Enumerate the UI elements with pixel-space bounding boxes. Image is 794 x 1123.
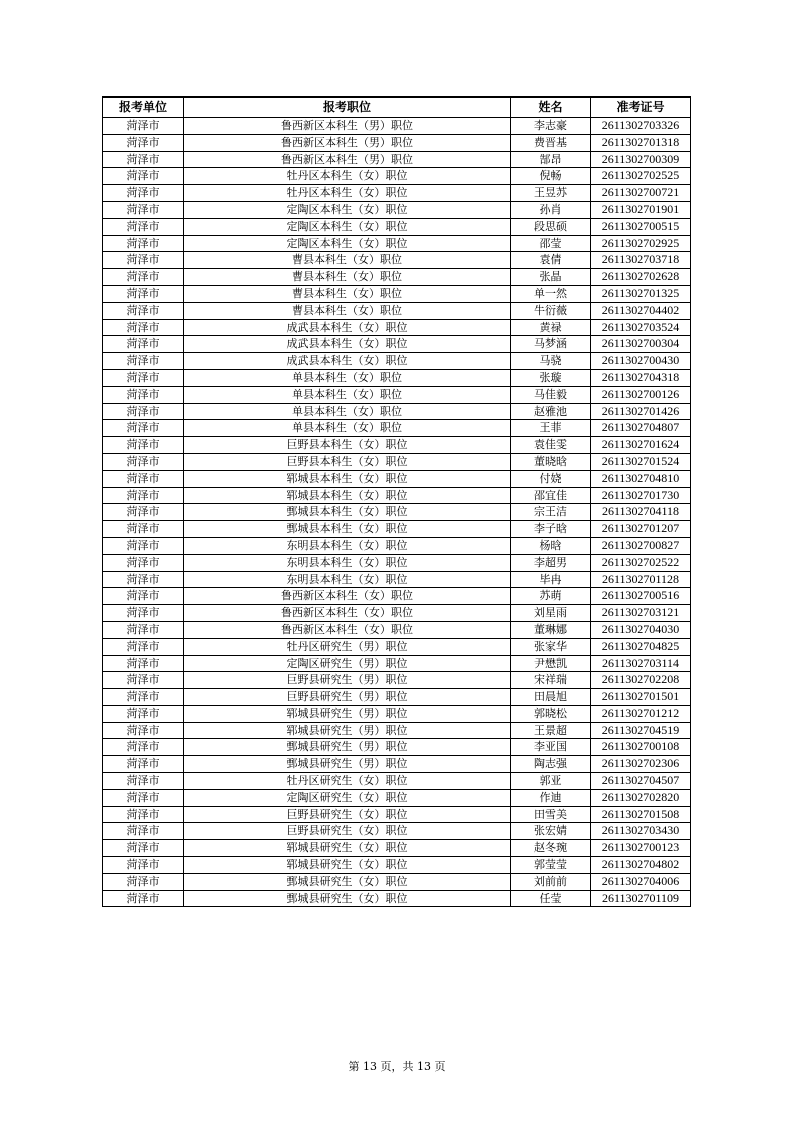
cell-position: 鄄城县本科生（女）职位 [184,504,511,521]
cell-exam-id: 2611302702208 [591,672,691,689]
cell-name: 宗王洁 [511,504,591,521]
cell-exam-id: 2611302700304 [591,336,691,353]
cell-unit: 菏泽市 [103,453,184,470]
table-row [103,185,691,202]
cell-name: 杨晗 [511,537,591,554]
cell-position: 曹县本科生（女）职位 [184,252,511,269]
table-row [103,319,691,336]
cell-exam-id: 2611302700126 [591,386,691,403]
cell-position: 成武县本科生（女）职位 [184,319,511,336]
cell-position: 牡丹区本科生（女）职位 [184,185,511,202]
cell-position: 鄄城县研究生（女）职位 [184,890,511,907]
table-row [103,537,691,554]
cell-unit: 菏泽市 [103,638,184,655]
table-row [103,789,691,806]
cell-unit: 菏泽市 [103,588,184,605]
cell-name: 袁倩 [511,252,591,269]
cell-unit: 菏泽市 [103,890,184,907]
cell-unit: 菏泽市 [103,285,184,302]
cell-name: 任莹 [511,890,591,907]
cell-name: 单一然 [511,285,591,302]
cell-name: 邵莹 [511,235,591,252]
cell-name: 马佳毅 [511,386,591,403]
cell-position: 巨野县研究生（女）职位 [184,806,511,823]
table-row [103,470,691,487]
cell-position: 鄄城县研究生（女）职位 [184,873,511,890]
cell-exam-id: 2611302701318 [591,134,691,151]
table-row [103,840,691,857]
cell-unit: 菏泽市 [103,789,184,806]
cell-exam-id: 2611302700827 [591,537,691,554]
cell-unit: 菏泽市 [103,655,184,672]
cell-exam-id: 2611302700515 [591,218,691,235]
cell-unit: 菏泽市 [103,134,184,151]
cell-position: 鲁西新区本科生（男）职位 [184,118,511,135]
table-row [103,252,691,269]
table-row [103,588,691,605]
cell-exam-id: 2611302702925 [591,235,691,252]
cell-exam-id: 2611302701128 [591,571,691,588]
cell-position: 鲁西新区本科生（男）职位 [184,134,511,151]
cell-name: 田雪美 [511,806,591,823]
cell-exam-id: 2611302704507 [591,773,691,790]
cell-name: 张璇 [511,369,591,386]
table-row [103,353,691,370]
cell-unit: 菏泽市 [103,420,184,437]
cell-position: 定陶区本科生（女）职位 [184,218,511,235]
cell-position: 单县本科生（女）职位 [184,403,511,420]
cell-name: 陶志强 [511,756,591,773]
cell-exam-id: 2611302701624 [591,437,691,454]
table-row [103,739,691,756]
cell-name: 费晋基 [511,134,591,151]
cell-position: 东明县本科生（女）职位 [184,571,511,588]
cell-name: 张家华 [511,638,591,655]
cell-unit: 菏泽市 [103,235,184,252]
header-position: 报考职位 [184,97,511,118]
cell-unit: 菏泽市 [103,840,184,857]
cell-name: 田晨旭 [511,689,591,706]
cell-name: 尹懋凯 [511,655,591,672]
cell-unit: 菏泽市 [103,773,184,790]
cell-position: 鄄城县研究生（男）职位 [184,756,511,773]
cell-unit: 菏泽市 [103,672,184,689]
cell-name: 郭莹莹 [511,857,591,874]
cell-name: 张晶 [511,269,591,286]
cell-unit: 菏泽市 [103,605,184,622]
cell-unit: 菏泽市 [103,403,184,420]
table-row [103,504,691,521]
cell-exam-id: 2611302704519 [591,722,691,739]
cell-unit: 菏泽市 [103,302,184,319]
cell-unit: 菏泽市 [103,504,184,521]
table-row [103,571,691,588]
cell-position: 曹县本科生（女）职位 [184,302,511,319]
table-row [103,605,691,622]
cell-exam-id: 2611302703718 [591,252,691,269]
table-row [103,890,691,907]
cell-unit: 菏泽市 [103,823,184,840]
cell-unit: 菏泽市 [103,571,184,588]
cell-position: 东明县本科生（女）职位 [184,537,511,554]
cell-name: 赵雅池 [511,403,591,420]
cell-name: 孙肖 [511,201,591,218]
table-row [103,269,691,286]
cell-unit: 菏泽市 [103,201,184,218]
cell-exam-id: 2611302703524 [591,319,691,336]
cell-position: 鲁西新区本科生（女）职位 [184,605,511,622]
cell-exam-id: 2611302700309 [591,151,691,168]
table-row [103,857,691,874]
cell-exam-id: 2611302702628 [591,269,691,286]
cell-exam-id: 2611302700721 [591,185,691,202]
cell-exam-id: 2611302703121 [591,605,691,622]
table-row [103,134,691,151]
cell-position: 成武县本科生（女）职位 [184,353,511,370]
cell-position: 巨野县本科生（女）职位 [184,437,511,454]
cell-position: 定陶区研究生（男）职位 [184,655,511,672]
cell-name: 刘星雨 [511,605,591,622]
table-row [103,521,691,538]
cell-exam-id: 2611302704807 [591,420,691,437]
table-row [103,201,691,218]
cell-name: 刘前前 [511,873,591,890]
cell-unit: 菏泽市 [103,319,184,336]
cell-unit: 菏泽市 [103,252,184,269]
cell-name: 王菲 [511,420,591,437]
table-row [103,151,691,168]
cell-unit: 菏泽市 [103,857,184,874]
cell-unit: 菏泽市 [103,151,184,168]
cell-name: 倪畅 [511,168,591,185]
cell-exam-id: 2611302704030 [591,621,691,638]
cell-exam-id: 2611302702522 [591,554,691,571]
table-row [103,453,691,470]
cell-exam-id: 2611302700123 [591,840,691,857]
cell-position: 东明县本科生（女）职位 [184,554,511,571]
cell-position: 郓城县本科生（女）职位 [184,470,511,487]
table-body [103,118,691,907]
table-row [103,369,691,386]
cell-position: 鄄城县本科生（女）职位 [184,521,511,538]
table-row [103,705,691,722]
cell-exam-id: 2611302700430 [591,353,691,370]
cell-exam-id: 2611302700516 [591,588,691,605]
table-row [103,806,691,823]
cell-exam-id: 2611302701901 [591,201,691,218]
cell-name: 作迪 [511,789,591,806]
cell-name: 李子晗 [511,521,591,538]
cell-unit: 菏泽市 [103,353,184,370]
table-row [103,437,691,454]
cell-position: 单县本科生（女）职位 [184,369,511,386]
cell-unit: 菏泽市 [103,521,184,538]
cell-position: 单县本科生（女）职位 [184,420,511,437]
table-row [103,218,691,235]
cell-unit: 菏泽市 [103,621,184,638]
cell-exam-id: 2611302701730 [591,487,691,504]
cell-exam-id: 2611302703430 [591,823,691,840]
table-row [103,168,691,185]
cell-name: 马骁 [511,353,591,370]
cell-position: 鲁西新区本科生（女）职位 [184,588,511,605]
cell-exam-id: 2611302701501 [591,689,691,706]
table-row [103,638,691,655]
cell-unit: 菏泽市 [103,873,184,890]
cell-name: 毕冉 [511,571,591,588]
cell-name: 马梦涵 [511,336,591,353]
cell-unit: 菏泽市 [103,269,184,286]
cell-exam-id: 2611302704810 [591,470,691,487]
cell-unit: 菏泽市 [103,168,184,185]
table-row [103,285,691,302]
cell-name: 董晓晗 [511,453,591,470]
cell-position: 郓城县本科生（女）职位 [184,487,511,504]
cell-position: 郓城县研究生（男）职位 [184,722,511,739]
cell-exam-id: 2611302704006 [591,873,691,890]
cell-position: 牡丹区研究生（男）职位 [184,638,511,655]
cell-position: 郓城县研究生（女）职位 [184,840,511,857]
cell-position: 定陶区研究生（女）职位 [184,789,511,806]
table-row [103,118,691,135]
cell-position: 牡丹区本科生（女）职位 [184,168,511,185]
cell-position: 鲁西新区本科生（女）职位 [184,621,511,638]
header-row [103,97,691,118]
cell-name: 郜昂 [511,151,591,168]
cell-exam-id: 2611302704318 [591,369,691,386]
table-row [103,823,691,840]
cell-position: 定陶区本科生（女）职位 [184,201,511,218]
cell-position: 鄄城县研究生（男）职位 [184,739,511,756]
table-row [103,621,691,638]
cell-exam-id: 2611302700108 [591,739,691,756]
cell-unit: 菏泽市 [103,336,184,353]
cell-exam-id: 2611302701524 [591,453,691,470]
cell-name: 赵冬琬 [511,840,591,857]
cell-exam-id: 2611302701207 [591,521,691,538]
cell-unit: 菏泽市 [103,689,184,706]
cell-exam-id: 2611302703326 [591,118,691,135]
cell-name: 付娆 [511,470,591,487]
cell-position: 鲁西新区本科生（男）职位 [184,151,511,168]
cell-name: 王景超 [511,722,591,739]
table-row [103,873,691,890]
cell-unit: 菏泽市 [103,185,184,202]
table-row [103,689,691,706]
table-row [103,386,691,403]
cell-unit: 菏泽市 [103,437,184,454]
table-row [103,420,691,437]
table-header [103,97,691,118]
cell-unit: 菏泽市 [103,218,184,235]
cell-name: 苏萌 [511,588,591,605]
cell-unit: 菏泽市 [103,705,184,722]
cell-position: 曹县本科生（女）职位 [184,285,511,302]
table-row [103,756,691,773]
cell-position: 成武县本科生（女）职位 [184,336,511,353]
cell-name: 李亚国 [511,739,591,756]
cell-name: 邵宜佳 [511,487,591,504]
cell-unit: 菏泽市 [103,386,184,403]
cell-unit: 菏泽市 [103,554,184,571]
cell-position: 郓城县研究生（男）职位 [184,705,511,722]
cell-name: 郭晓松 [511,705,591,722]
cell-name: 段思硕 [511,218,591,235]
cell-exam-id: 2611302701212 [591,705,691,722]
table-row [103,554,691,571]
table-row [103,722,691,739]
cell-exam-id: 2611302704402 [591,302,691,319]
cell-exam-id: 2611302704802 [591,857,691,874]
cell-name: 张宏婧 [511,823,591,840]
cell-exam-id: 2611302701325 [591,285,691,302]
cell-name: 李超男 [511,554,591,571]
cell-position: 牡丹区研究生（女）职位 [184,773,511,790]
cell-position: 巨野县研究生（女）职位 [184,823,511,840]
cell-exam-id: 2611302702820 [591,789,691,806]
table-row [103,672,691,689]
cell-exam-id: 2611302701426 [591,403,691,420]
cell-position: 巨野县研究生（男）职位 [184,689,511,706]
cell-unit: 菏泽市 [103,487,184,504]
cell-position: 单县本科生（女）职位 [184,386,511,403]
cell-name: 董琳娜 [511,621,591,638]
cell-position: 郓城县研究生（女）职位 [184,857,511,874]
cell-unit: 菏泽市 [103,369,184,386]
cell-exam-id: 2611302703114 [591,655,691,672]
candidate-table [102,96,691,907]
cell-unit: 菏泽市 [103,806,184,823]
cell-position: 定陶区本科生（女）职位 [184,235,511,252]
cell-exam-id: 2611302702306 [591,756,691,773]
table-row [103,302,691,319]
header-unit: 报考单位 [103,97,184,118]
cell-name: 王昱苏 [511,185,591,202]
header-name: 姓名 [511,97,591,118]
cell-exam-id: 2611302702525 [591,168,691,185]
cell-unit: 菏泽市 [103,470,184,487]
cell-unit: 菏泽市 [103,118,184,135]
cell-position: 巨野县研究生（男）职位 [184,672,511,689]
table-row [103,655,691,672]
cell-exam-id: 2611302701508 [591,806,691,823]
cell-exam-id: 2611302704825 [591,638,691,655]
cell-name: 宋祥瑞 [511,672,591,689]
cell-position: 曹县本科生（女）职位 [184,269,511,286]
cell-unit: 菏泽市 [103,722,184,739]
cell-unit: 菏泽市 [103,756,184,773]
cell-name: 郭亚 [511,773,591,790]
cell-name: 黄禄 [511,319,591,336]
table-row [103,487,691,504]
table-row [103,336,691,353]
header-exam-id: 准考证号 [591,97,691,118]
cell-name: 李志豪 [511,118,591,135]
cell-name: 袁佳雯 [511,437,591,454]
cell-unit: 菏泽市 [103,537,184,554]
cell-exam-id: 2611302704118 [591,504,691,521]
table-row [103,773,691,790]
cell-exam-id: 2611302701109 [591,890,691,907]
table-row [103,403,691,420]
page-number-footer: 第 13 页，共 13 页 [348,1060,446,1073]
cell-unit: 菏泽市 [103,739,184,756]
table-row [103,235,691,252]
cell-position: 巨野县本科生（女）职位 [184,453,511,470]
cell-name: 牛衍薇 [511,302,591,319]
